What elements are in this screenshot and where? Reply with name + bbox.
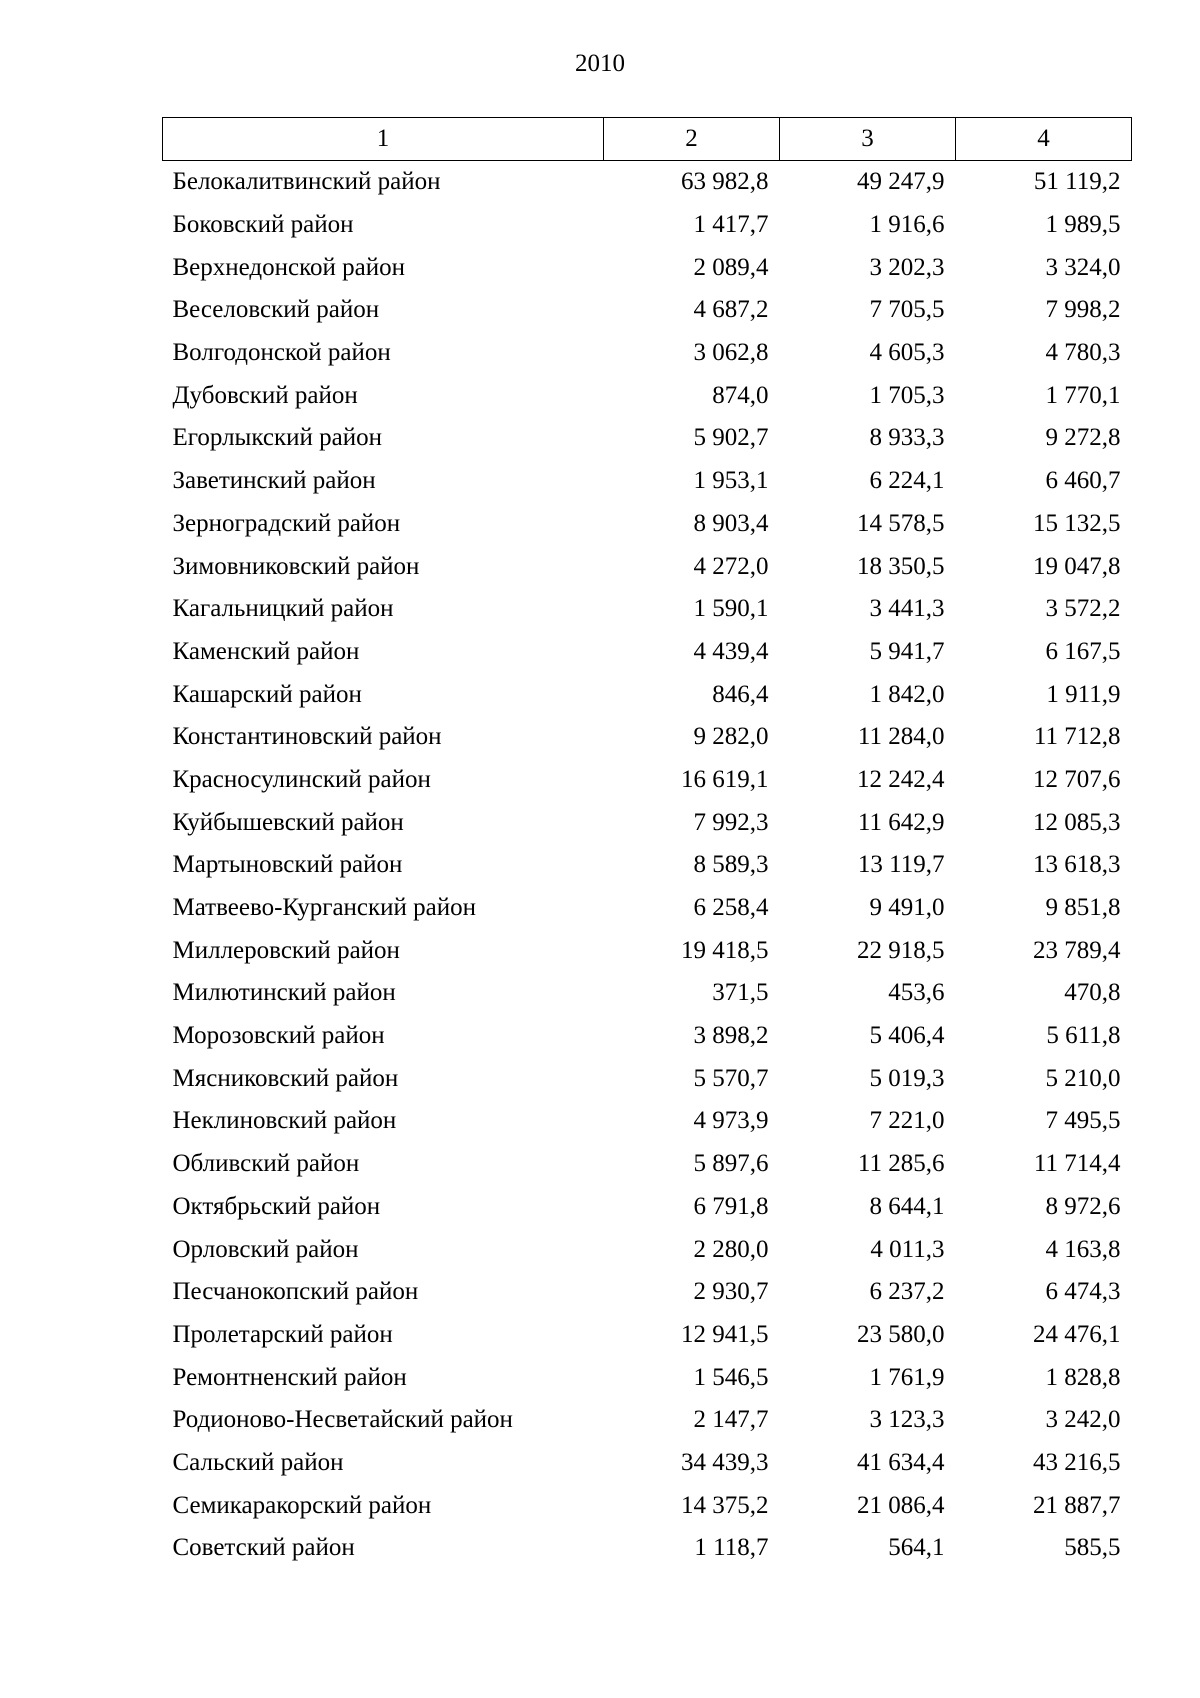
value-col-3-cell: 11 642,9 [857, 808, 945, 836]
district-name-cell: Морозовский район [172, 1022, 385, 1050]
table-row [163, 1399, 1132, 1442]
district-name-cell: Обливский район [172, 1150, 360, 1178]
district-name-cell: Миллеровский район [172, 936, 400, 964]
district-name-cell: Волгодонской район [172, 339, 391, 367]
value-col-3-cell: 7 221,0 [869, 1107, 945, 1135]
table-row [163, 1228, 1132, 1271]
value-col-3-cell: 1 705,3 [869, 381, 945, 409]
header-row [163, 118, 1132, 161]
district-name-cell: Егорлыкский район [172, 424, 382, 452]
value-col-4-cell: 19 047,8 [1033, 552, 1121, 580]
value-col-2-cell: 14 375,2 [681, 1491, 769, 1519]
district-name-cell: Песчанокопский район [172, 1278, 419, 1306]
value-col-4-cell: 13 618,3 [1033, 851, 1121, 879]
value-col-2-cell: 1 546,5 [693, 1363, 769, 1391]
value-col-2-cell: 34 439,3 [681, 1448, 769, 1476]
value-col-3-cell: 1 761,9 [869, 1363, 945, 1391]
value-col-2-cell: 7 992,3 [693, 808, 769, 836]
value-col-2-cell: 63 982,8 [681, 168, 769, 196]
value-col-2-cell: 2 280,0 [693, 1235, 769, 1263]
value-col-2-cell: 3 062,8 [693, 339, 769, 367]
value-col-2-cell: 4 272,0 [693, 552, 769, 580]
table-row [163, 1143, 1132, 1186]
value-col-3-cell: 5 019,3 [869, 1064, 945, 1092]
value-col-4-cell: 3 572,2 [1045, 595, 1121, 623]
value-col-2-cell: 2 930,7 [693, 1278, 769, 1306]
value-col-3-cell: 1 916,6 [869, 211, 945, 239]
value-col-4-cell: 5 210,0 [1045, 1064, 1121, 1092]
district-name-cell: Мартыновский район [172, 851, 403, 879]
table-row [163, 204, 1132, 247]
table-row [163, 1100, 1132, 1143]
value-col-4-cell: 9 851,8 [1045, 894, 1121, 922]
district-name-cell: Ремонтненский район [172, 1363, 407, 1391]
value-col-2-cell: 6 791,8 [693, 1192, 769, 1220]
value-col-3-cell: 6 237,2 [869, 1278, 945, 1306]
value-col-3-cell: 41 634,4 [857, 1448, 945, 1476]
table-row [163, 332, 1132, 375]
value-col-4-cell: 6 460,7 [1045, 467, 1121, 495]
table-row [163, 246, 1132, 289]
table-row [163, 1271, 1132, 1314]
district-name-cell: Заветинский район [172, 467, 376, 495]
district-name-cell: Семикаракорский район [172, 1491, 432, 1519]
value-col-2-cell: 5 570,7 [693, 1064, 769, 1092]
value-col-4-cell: 11 712,8 [1033, 723, 1121, 751]
value-col-3-cell: 18 350,5 [857, 552, 945, 580]
value-col-3-cell: 12 242,4 [857, 765, 945, 793]
value-col-2-cell: 2 147,7 [693, 1406, 769, 1434]
district-name-cell: Неклиновский район [172, 1107, 397, 1135]
table-row [163, 1356, 1132, 1399]
value-col-4-cell: 1 911,9 [1046, 680, 1121, 708]
value-col-3-cell: 9 491,0 [869, 894, 945, 922]
table-row [163, 972, 1132, 1015]
value-col-2-cell: 3 898,2 [693, 1022, 769, 1050]
header-col-3: 3 [780, 118, 956, 161]
table-row [163, 1015, 1132, 1058]
value-col-4-cell: 585,5 [1064, 1534, 1121, 1562]
value-col-3-cell: 3 202,3 [869, 253, 945, 281]
district-name-cell: Пролетарский район [172, 1320, 393, 1348]
value-col-4-cell: 12 707,6 [1033, 765, 1121, 793]
district-name-cell: Зимовниковский район [172, 552, 420, 580]
table-row [163, 460, 1132, 503]
value-col-4-cell: 21 887,7 [1033, 1491, 1121, 1519]
table-row [163, 1527, 1132, 1570]
district-name-cell: Советский район [172, 1534, 355, 1562]
district-name-cell: Веселовский район [172, 296, 380, 324]
district-name-cell: Верхнедонской район [172, 253, 405, 281]
value-col-3-cell: 1 842,0 [869, 680, 945, 708]
value-col-4-cell: 1 770,1 [1045, 381, 1121, 409]
district-name-cell: Белокалитвинский район [172, 168, 441, 196]
header-col-1: 1 [163, 118, 604, 161]
table-row [163, 1484, 1132, 1527]
value-col-2-cell: 5 902,7 [693, 424, 769, 452]
header-col-4: 4 [956, 118, 1132, 161]
value-col-4-cell: 1 989,5 [1045, 211, 1121, 239]
table-row [163, 844, 1132, 887]
value-col-4-cell: 15 132,5 [1033, 509, 1121, 537]
value-col-4-cell: 7 495,5 [1045, 1107, 1121, 1135]
district-name-cell: Боковский район [172, 211, 354, 239]
value-col-4-cell: 470,8 [1064, 979, 1121, 1007]
district-name-cell: Мясниковский район [172, 1064, 399, 1092]
value-col-2-cell: 1 118,7 [694, 1534, 769, 1562]
value-col-3-cell: 4 011,3 [870, 1235, 945, 1263]
value-col-4-cell: 24 476,1 [1033, 1320, 1121, 1348]
value-col-4-cell: 7 998,2 [1045, 296, 1121, 324]
value-col-4-cell: 6 474,3 [1045, 1278, 1121, 1306]
table-row [163, 1314, 1132, 1357]
value-col-3-cell: 8 644,1 [869, 1192, 945, 1220]
value-col-3-cell: 11 285,6 [857, 1150, 945, 1178]
table-row [163, 801, 1132, 844]
value-col-4-cell: 4 163,8 [1045, 1235, 1121, 1263]
data-table [162, 117, 1132, 1570]
value-col-2-cell: 8 589,3 [693, 851, 769, 879]
value-col-3-cell: 13 119,7 [857, 851, 945, 879]
value-col-2-cell: 12 941,5 [681, 1320, 769, 1348]
value-col-3-cell: 453,6 [888, 979, 945, 1007]
value-col-4-cell: 4 780,3 [1045, 339, 1121, 367]
district-name-cell: Сальский район [172, 1448, 344, 1476]
value-col-4-cell: 5 611,8 [1046, 1022, 1121, 1050]
district-name-cell: Константиновский район [172, 723, 442, 751]
value-col-2-cell: 846,4 [712, 680, 769, 708]
value-col-2-cell: 4 973,9 [693, 1107, 769, 1135]
table-row [163, 545, 1132, 588]
value-col-3-cell: 3 441,3 [869, 595, 945, 623]
value-col-2-cell: 1 417,7 [693, 211, 769, 239]
value-col-2-cell: 1 953,1 [693, 467, 769, 495]
table-body [163, 161, 1132, 1570]
value-col-3-cell: 6 224,1 [869, 467, 945, 495]
value-col-3-cell: 22 918,5 [857, 936, 945, 964]
table-row [163, 417, 1132, 460]
value-col-4-cell: 6 167,5 [1045, 637, 1121, 665]
value-col-2-cell: 2 089,4 [693, 253, 769, 281]
value-col-4-cell: 3 242,0 [1045, 1406, 1121, 1434]
value-col-2-cell: 371,5 [712, 979, 769, 1007]
table-row [163, 503, 1132, 546]
value-col-4-cell: 8 972,6 [1045, 1192, 1121, 1220]
table-row [163, 588, 1132, 631]
district-name-cell: Кагальницкий район [172, 595, 394, 623]
table-row [163, 631, 1132, 674]
district-name-cell: Куйбышевский район [172, 808, 404, 836]
value-col-3-cell: 21 086,4 [857, 1491, 945, 1519]
value-col-2-cell: 9 282,0 [693, 723, 769, 751]
value-col-2-cell: 4 687,2 [693, 296, 769, 324]
table-row [163, 716, 1132, 759]
value-col-3-cell: 23 580,0 [857, 1320, 945, 1348]
value-col-2-cell: 19 418,5 [681, 936, 769, 964]
table-header [163, 118, 1132, 161]
value-col-4-cell: 51 119,2 [1033, 168, 1121, 196]
table-row [163, 759, 1132, 802]
table-row [163, 673, 1132, 716]
table-row [163, 289, 1132, 332]
value-col-2-cell: 6 258,4 [693, 894, 769, 922]
value-col-4-cell: 23 789,4 [1033, 936, 1121, 964]
value-col-4-cell: 3 324,0 [1045, 253, 1121, 281]
value-col-2-cell: 16 619,1 [681, 765, 769, 793]
district-name-cell: Зерноградский район [172, 509, 401, 537]
value-col-2-cell: 874,0 [712, 381, 769, 409]
table-row [163, 887, 1132, 930]
table-row [163, 1057, 1132, 1100]
value-col-3-cell: 14 578,5 [857, 509, 945, 537]
district-name-cell: Дубовский район [172, 381, 358, 409]
district-name-cell: Матвеево-Курганский район [172, 894, 477, 922]
header-col-2: 2 [604, 118, 780, 161]
district-name-cell: Кашарский район [172, 680, 362, 708]
value-col-2-cell: 5 897,6 [693, 1150, 769, 1178]
value-col-3-cell: 8 933,3 [869, 424, 945, 452]
value-col-3-cell: 5 406,4 [869, 1022, 945, 1050]
district-name-cell: Родионово-Несветайский район [172, 1406, 513, 1434]
value-col-4-cell: 1 828,8 [1045, 1363, 1121, 1391]
district-name-cell: Каменский район [172, 637, 360, 665]
district-name-cell: Орловский район [172, 1235, 359, 1263]
value-col-3-cell: 7 705,5 [869, 296, 945, 324]
district-name-cell: Красносулинский район [172, 765, 431, 793]
value-col-3-cell: 11 284,0 [857, 723, 945, 751]
table-row [163, 1442, 1132, 1485]
district-name-cell: Милютинский район [172, 979, 396, 1007]
table-row [163, 161, 1132, 204]
value-col-3-cell: 3 123,3 [869, 1406, 945, 1434]
value-col-2-cell: 1 590,1 [693, 595, 769, 623]
district-name-cell: Октябрьский район [172, 1192, 381, 1220]
table-row [163, 374, 1132, 417]
table-row [163, 1186, 1132, 1229]
value-col-3-cell: 564,1 [888, 1534, 945, 1562]
value-col-2-cell: 4 439,4 [693, 637, 769, 665]
value-col-3-cell: 5 941,7 [869, 637, 945, 665]
page-number: 2010 [575, 50, 625, 77]
value-col-4-cell: 12 085,3 [1033, 808, 1121, 836]
value-col-4-cell: 11 714,4 [1033, 1150, 1121, 1178]
value-col-3-cell: 49 247,9 [857, 168, 945, 196]
value-col-4-cell: 43 216,5 [1033, 1448, 1121, 1476]
value-col-4-cell: 9 272,8 [1045, 424, 1121, 452]
table-row [163, 929, 1132, 972]
value-col-3-cell: 4 605,3 [869, 339, 945, 367]
value-col-2-cell: 8 903,4 [693, 509, 769, 537]
